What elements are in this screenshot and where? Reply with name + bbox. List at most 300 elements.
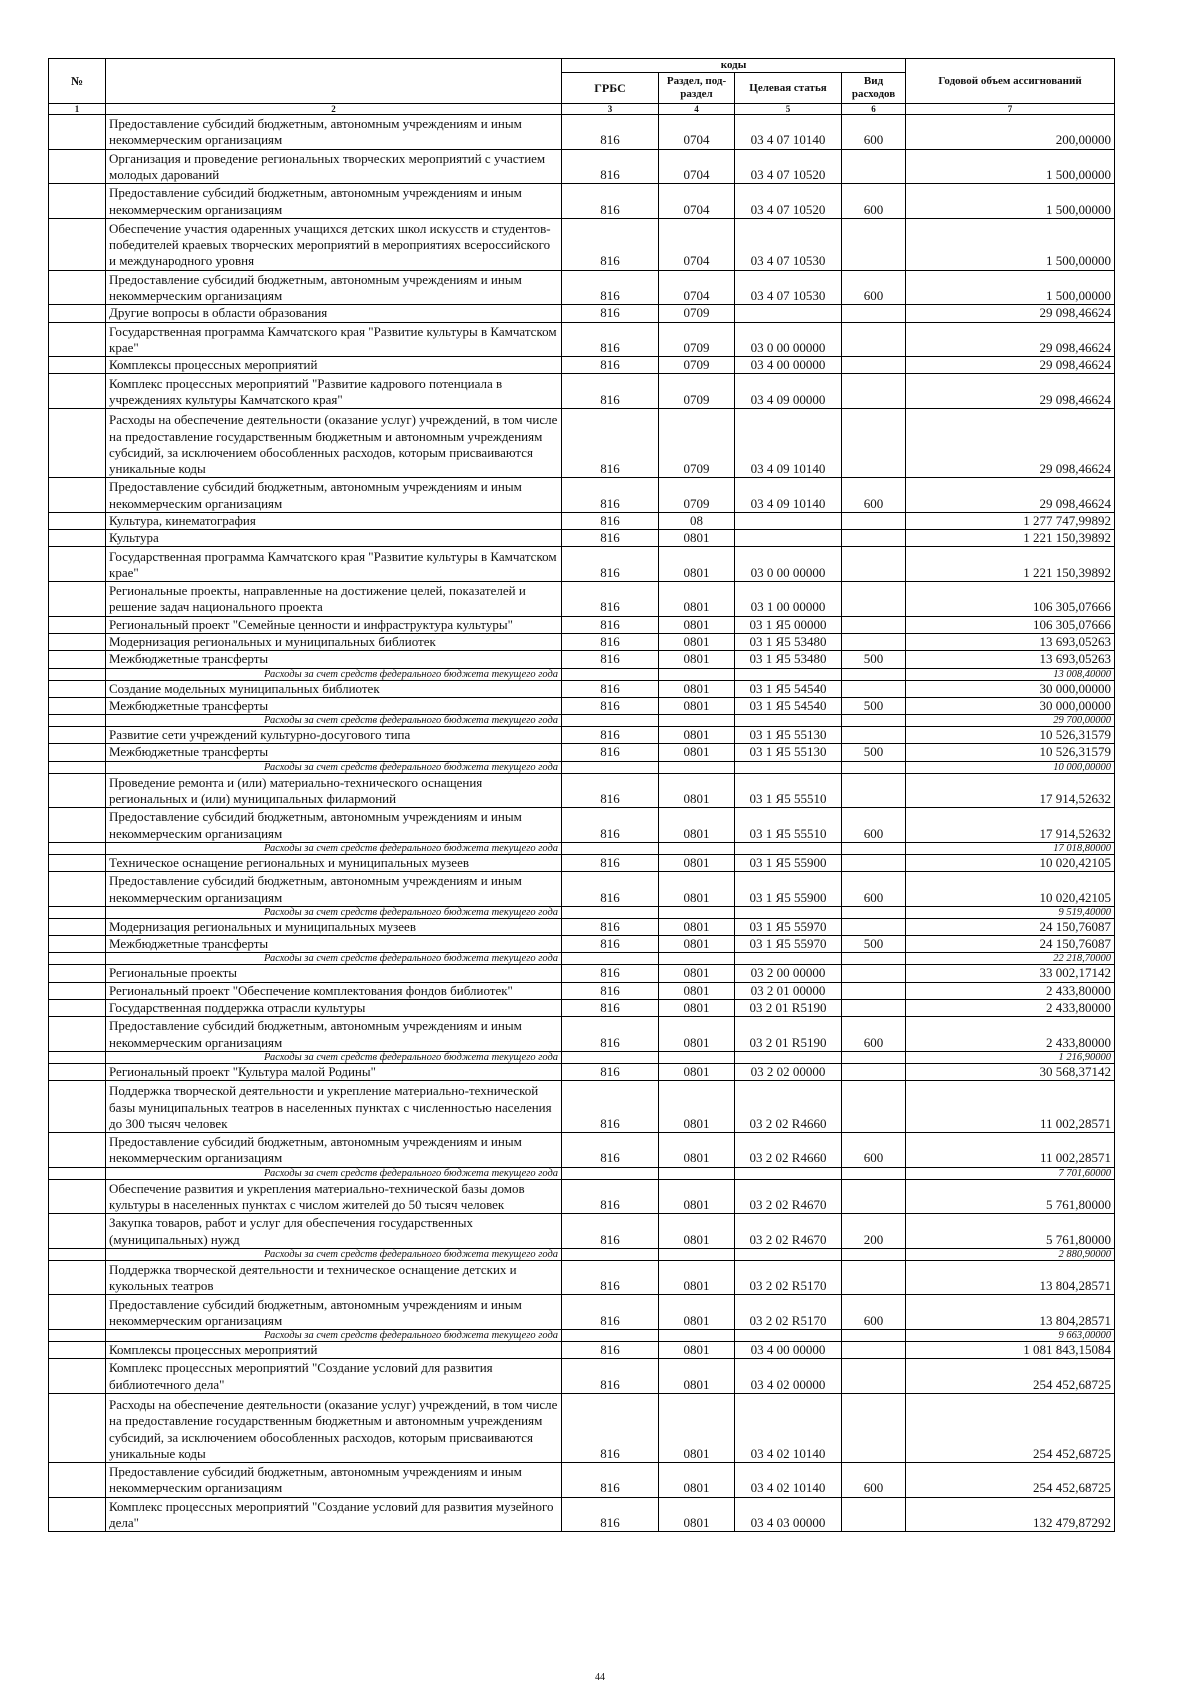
section-cell: 0801 — [659, 982, 735, 999]
kind-cell — [842, 680, 906, 697]
row-name: Государственная программа Камчатского края "Развитие культуры в Камчатском крае" — [106, 547, 562, 582]
target-cell: 03 4 09 10140 — [735, 478, 842, 513]
target-cell: 03 2 01 00000 — [735, 982, 842, 999]
kind-cell — [842, 149, 906, 184]
kind-cell — [842, 1342, 906, 1359]
section-cell: 0801 — [659, 1359, 735, 1394]
table-row — [49, 616, 1115, 633]
section-cell: 0709 — [659, 357, 735, 374]
target-cell: 03 1 Я5 55900 — [735, 854, 842, 871]
grbs-cell: 816 — [562, 808, 659, 843]
target-cell: 03 4 00 00000 — [735, 357, 842, 374]
grbs-cell: 816 — [562, 1359, 659, 1394]
grbs-cell: 816 — [562, 1214, 659, 1249]
target-cell — [735, 1167, 842, 1179]
row-no-cell — [49, 842, 106, 854]
section-cell: 0704 — [659, 270, 735, 305]
row-no-cell — [49, 1081, 106, 1133]
note-row — [49, 953, 1115, 965]
sum-cell: 11 002,28571 — [906, 1133, 1115, 1168]
budget-document — [48, 58, 1114, 1532]
kind-cell — [842, 854, 906, 871]
grbs-cell: 816 — [562, 374, 659, 409]
kind-cell — [842, 1260, 906, 1295]
row-no-cell — [49, 1260, 106, 1295]
row-no-cell — [49, 727, 106, 744]
kind-cell — [842, 1497, 906, 1532]
target-cell: 03 1 Я5 55510 — [735, 773, 842, 808]
row-name: Предоставление субсидий бюджетным, автономным учреждениям и иным некоммерческим организациям — [106, 1133, 562, 1168]
kind-cell: 500 — [842, 651, 906, 668]
section-cell: 0801 — [659, 773, 735, 808]
row-no-cell — [49, 1295, 106, 1330]
sum-cell: 254 452,68725 — [906, 1359, 1115, 1394]
section-cell — [659, 1248, 735, 1260]
section-cell — [659, 668, 735, 680]
target-cell: 03 1 Я5 54540 — [735, 680, 842, 697]
kind-cell — [842, 668, 906, 680]
grbs-cell — [562, 953, 659, 965]
row-name: Культура, кинематография — [106, 512, 562, 529]
row-no-cell — [49, 1248, 106, 1260]
grbs-cell — [562, 1330, 659, 1342]
sum-cell: 5 761,80000 — [906, 1214, 1115, 1249]
target-cell: 03 1 Я5 55970 — [735, 936, 842, 953]
section-cell: 0801 — [659, 530, 735, 547]
kind-cell — [842, 965, 906, 982]
sum-cell: 2 433,80000 — [906, 999, 1115, 1016]
row-name: Предоставление субсидий бюджетным, автономным учреждениям и иным некоммерческим организациям — [106, 270, 562, 305]
note-text: Расходы за счет средств федерального бюджета текущего года — [106, 715, 562, 727]
section-cell: 0801 — [659, 651, 735, 668]
sum-cell: 13 804,28571 — [906, 1295, 1115, 1330]
grbs-cell: 816 — [562, 582, 659, 617]
table-row — [49, 270, 1115, 305]
table-row — [49, 1497, 1115, 1532]
row-name: Поддержка творческой деятельности и укрепление материально-технической базы муниципальных театров в населенных пунктах с численностью населения до 300 тысяч человек — [106, 1081, 562, 1133]
row-name: Техническое оснащение региональных и муниципальных музеев — [106, 854, 562, 871]
target-cell — [735, 906, 842, 918]
kind-cell — [842, 999, 906, 1016]
grbs-cell: 816 — [562, 773, 659, 808]
section-cell: 0801 — [659, 1342, 735, 1359]
section-cell: 08 — [659, 512, 735, 529]
sum-cell: 29 098,46624 — [906, 357, 1115, 374]
section-cell: 0704 — [659, 149, 735, 184]
target-cell — [735, 512, 842, 529]
kind-cell: 600 — [842, 1133, 906, 1168]
note-sum: 2 880,90000 — [906, 1248, 1115, 1260]
table-row — [49, 697, 1115, 714]
row-name: Региональный проект "Обеспечение комплектования фондов библиотек" — [106, 982, 562, 999]
grbs-cell — [562, 715, 659, 727]
kind-cell: 600 — [842, 1295, 906, 1330]
grbs-cell: 816 — [562, 1017, 659, 1052]
kind-cell — [842, 1051, 906, 1063]
kind-cell — [842, 1063, 906, 1080]
target-cell: 03 1 00 00000 — [735, 582, 842, 617]
table-row — [49, 744, 1115, 761]
kind-cell — [842, 305, 906, 322]
row-no-cell — [49, 409, 106, 478]
budget-table — [48, 58, 1115, 1532]
row-name: Другие вопросы в области образования — [106, 305, 562, 322]
header-kind: Вид расходов — [842, 73, 906, 104]
row-name: Расходы на обеспечение деятельности (оказание услуг) учреждений, в том числе на предоставление государственным бюджетным и автономным учреждениям субсидий, за исключением обособленных расходов, которым присваиваются уникальные коды — [106, 409, 562, 478]
table-row — [49, 1463, 1115, 1498]
note-text: Расходы за счет средств федерального бюджета текущего года — [106, 761, 562, 773]
section-cell: 0801 — [659, 854, 735, 871]
row-no-cell — [49, 697, 106, 714]
grbs-cell: 816 — [562, 1179, 659, 1214]
table-row — [49, 1081, 1115, 1133]
grbs-cell: 816 — [562, 1497, 659, 1532]
kind-cell — [842, 1330, 906, 1342]
target-cell — [735, 1248, 842, 1260]
note-row — [49, 668, 1115, 680]
kind-cell: 500 — [842, 936, 906, 953]
note-text: Расходы за счет средств федерального бюджета текущего года — [106, 1051, 562, 1063]
row-no-cell — [49, 582, 106, 617]
section-cell: 0801 — [659, 1179, 735, 1214]
row-name: Региональный проект "Культура малой Родины" — [106, 1063, 562, 1080]
target-cell — [735, 1330, 842, 1342]
kind-cell: 600 — [842, 1017, 906, 1052]
kind-cell — [842, 1081, 906, 1133]
target-cell: 03 4 07 10530 — [735, 270, 842, 305]
sum-cell: 33 002,17142 — [906, 965, 1115, 982]
section-cell: 0704 — [659, 115, 735, 150]
section-cell: 0801 — [659, 918, 735, 935]
section-cell — [659, 906, 735, 918]
row-name: Закупка товаров, работ и услуг для обеспечения государственных (муниципальных) нужд — [106, 1214, 562, 1249]
grbs-cell: 816 — [562, 1063, 659, 1080]
target-cell: 03 2 02 00000 — [735, 1063, 842, 1080]
target-cell: 03 0 00 00000 — [735, 322, 842, 357]
note-sum: 17 018,80000 — [906, 842, 1115, 854]
row-name: Предоставление субсидий бюджетным, автономным учреждениям и иным некоммерческим организациям — [106, 872, 562, 907]
grbs-cell: 816 — [562, 918, 659, 935]
header-grbs: ГРБС — [562, 73, 659, 104]
section-cell: 0801 — [659, 1463, 735, 1498]
kind-cell: 500 — [842, 697, 906, 714]
sum-cell: 30 000,00000 — [906, 680, 1115, 697]
sum-cell: 10 526,31579 — [906, 744, 1115, 761]
target-cell: 03 4 09 10140 — [735, 409, 842, 478]
note-text: Расходы за счет средств федерального бюджета текущего года — [106, 953, 562, 965]
row-no-cell — [49, 965, 106, 982]
table-row — [49, 582, 1115, 617]
row-no-cell — [49, 149, 106, 184]
table-row — [49, 1260, 1115, 1295]
target-cell — [735, 1051, 842, 1063]
col-num-4: 4 — [659, 104, 735, 115]
section-cell — [659, 1051, 735, 1063]
target-cell: 03 1 Я5 00000 — [735, 616, 842, 633]
sum-cell: 1 500,00000 — [906, 218, 1115, 270]
grbs-cell — [562, 1167, 659, 1179]
row-no-cell — [49, 918, 106, 935]
row-name: Обеспечение участия одаренных учащихся детских школ искусств и студентов-победителей краевых творческих мероприятий в мероприятиях всероссийского и международного уровня — [106, 218, 562, 270]
target-cell: 03 1 Я5 55900 — [735, 872, 842, 907]
row-no-cell — [49, 1167, 106, 1179]
target-cell: 03 2 02 R5170 — [735, 1295, 842, 1330]
table-row — [49, 547, 1115, 582]
sum-cell: 13 693,05263 — [906, 633, 1115, 650]
row-name: Обеспечение развития и укрепления материально-технической базы домов культуры в населенных пунктах с числом жителей до 50 тысяч человек — [106, 1179, 562, 1214]
row-no-cell — [49, 668, 106, 680]
note-row — [49, 1248, 1115, 1260]
grbs-cell: 816 — [562, 478, 659, 513]
table-row — [49, 1063, 1115, 1080]
row-no-cell — [49, 1342, 106, 1359]
section-cell: 0801 — [659, 936, 735, 953]
kind-cell: 600 — [842, 872, 906, 907]
kind-cell — [842, 727, 906, 744]
row-no-cell — [49, 1051, 106, 1063]
target-cell: 03 2 01 R5190 — [735, 1017, 842, 1052]
grbs-cell — [562, 1051, 659, 1063]
sum-cell: 106 305,07666 — [906, 582, 1115, 617]
row-name: Предоставление субсидий бюджетным, автономным учреждениям и иным некоммерческим организациям — [106, 1017, 562, 1052]
grbs-cell: 816 — [562, 184, 659, 219]
note-row — [49, 906, 1115, 918]
table-row — [49, 727, 1115, 744]
target-cell: 03 2 02 R4660 — [735, 1133, 842, 1168]
col-num-2: 2 — [106, 104, 562, 115]
note-sum: 29 700,00000 — [906, 715, 1115, 727]
sum-cell: 106 305,07666 — [906, 616, 1115, 633]
kind-cell — [842, 1248, 906, 1260]
row-no-cell — [49, 1063, 106, 1080]
grbs-cell — [562, 1248, 659, 1260]
table-row — [49, 184, 1115, 219]
row-name: Поддержка творческой деятельности и техническое оснащение детских и кукольных театров — [106, 1260, 562, 1295]
table-row — [49, 1133, 1115, 1168]
row-no-cell — [49, 616, 106, 633]
target-cell: 03 4 02 10140 — [735, 1393, 842, 1462]
section-cell: 0801 — [659, 1017, 735, 1052]
grbs-cell: 816 — [562, 651, 659, 668]
note-row — [49, 1051, 1115, 1063]
sum-cell: 30 000,00000 — [906, 697, 1115, 714]
kind-cell: 600 — [842, 184, 906, 219]
target-cell: 03 2 01 R5190 — [735, 999, 842, 1016]
section-cell: 0801 — [659, 697, 735, 714]
page-number: 44 — [595, 1672, 605, 1683]
target-cell: 03 4 09 00000 — [735, 374, 842, 409]
note-sum: 1 216,90000 — [906, 1051, 1115, 1063]
sum-cell: 17 914,52632 — [906, 808, 1115, 843]
kind-cell — [842, 409, 906, 478]
col-num-1: 1 — [49, 104, 106, 115]
sum-cell: 1 500,00000 — [906, 149, 1115, 184]
sum-cell: 5 761,80000 — [906, 1179, 1115, 1214]
table-row — [49, 409, 1115, 478]
sum-cell: 1 500,00000 — [906, 184, 1115, 219]
grbs-cell: 816 — [562, 305, 659, 322]
col-num-6: 6 — [842, 104, 906, 115]
target-cell: 03 4 00 00000 — [735, 1342, 842, 1359]
note-sum: 9 663,00000 — [906, 1330, 1115, 1342]
kind-cell — [842, 530, 906, 547]
section-cell: 0801 — [659, 1133, 735, 1168]
kind-cell — [842, 633, 906, 650]
table-row — [49, 936, 1115, 953]
target-cell: 03 1 Я5 54540 — [735, 697, 842, 714]
table-row — [49, 773, 1115, 808]
section-cell: 0801 — [659, 1393, 735, 1462]
row-no-cell — [49, 1359, 106, 1394]
grbs-cell: 816 — [562, 409, 659, 478]
sum-cell: 24 150,76087 — [906, 918, 1115, 935]
row-no-cell — [49, 218, 106, 270]
target-cell: 03 4 07 10520 — [735, 184, 842, 219]
row-name: Предоставление субсидий бюджетным, автономным учреждениям и иным некоммерческим организациям — [106, 478, 562, 513]
kind-cell: 600 — [842, 115, 906, 150]
sum-cell: 29 098,46624 — [906, 478, 1115, 513]
row-no-cell — [49, 322, 106, 357]
note-sum: 9 519,40000 — [906, 906, 1115, 918]
row-no-cell — [49, 512, 106, 529]
table-row — [49, 1295, 1115, 1330]
header-target: Целевая статья — [735, 73, 842, 104]
target-cell: 03 4 07 10530 — [735, 218, 842, 270]
sum-cell: 29 098,46624 — [906, 409, 1115, 478]
grbs-cell: 816 — [562, 357, 659, 374]
row-name: Комплексы процессных мероприятий — [106, 357, 562, 374]
row-no-cell — [49, 854, 106, 871]
section-cell: 0801 — [659, 744, 735, 761]
note-row — [49, 1167, 1115, 1179]
header-codes: коды — [562, 59, 906, 73]
table-row — [49, 374, 1115, 409]
kind-cell — [842, 218, 906, 270]
kind-cell — [842, 1167, 906, 1179]
table-row — [49, 982, 1115, 999]
row-no-cell — [49, 773, 106, 808]
row-name: Модернизация региональных и муниципальных библиотек — [106, 633, 562, 650]
section-cell — [659, 1330, 735, 1342]
kind-cell — [842, 1359, 906, 1394]
section-cell — [659, 715, 735, 727]
target-cell: 03 1 Я5 55970 — [735, 918, 842, 935]
target-cell: 03 1 Я5 55130 — [735, 727, 842, 744]
section-cell: 0709 — [659, 409, 735, 478]
row-name: Государственная поддержка отрасли культуры — [106, 999, 562, 1016]
table-row — [49, 1393, 1115, 1462]
row-name: Межбюджетные трансферты — [106, 651, 562, 668]
grbs-cell: 816 — [562, 872, 659, 907]
target-cell: 03 1 Я5 55510 — [735, 808, 842, 843]
row-no-cell — [49, 1393, 106, 1462]
kind-cell: 600 — [842, 1463, 906, 1498]
target-cell: 03 2 02 R4670 — [735, 1214, 842, 1249]
row-no-cell — [49, 305, 106, 322]
row-no-cell — [49, 872, 106, 907]
table-row — [49, 1179, 1115, 1214]
row-name: Комплекс процессных мероприятий "Создание условий для развития библиотечного дела" — [106, 1359, 562, 1394]
row-no-cell — [49, 1017, 106, 1052]
sum-cell: 29 098,46624 — [906, 374, 1115, 409]
row-no-cell — [49, 1497, 106, 1532]
note-text: Расходы за счет средств федерального бюджета текущего года — [106, 906, 562, 918]
sum-cell: 1 277 747,99892 — [906, 512, 1115, 529]
kind-cell — [842, 357, 906, 374]
section-cell: 0801 — [659, 1260, 735, 1295]
col-num-5: 5 — [735, 104, 842, 115]
grbs-cell: 816 — [562, 1260, 659, 1295]
target-cell: 03 2 00 00000 — [735, 965, 842, 982]
row-no-cell — [49, 999, 106, 1016]
row-name: Комплексы процессных мероприятий — [106, 1342, 562, 1359]
table-row — [49, 1342, 1115, 1359]
grbs-cell: 816 — [562, 530, 659, 547]
row-no-cell — [49, 953, 106, 965]
note-row — [49, 1330, 1115, 1342]
sum-cell: 254 452,68725 — [906, 1463, 1115, 1498]
row-name: Модернизация региональных и муниципальных музеев — [106, 918, 562, 935]
table-body — [49, 115, 1115, 1532]
grbs-cell — [562, 761, 659, 773]
row-name: Региональные проекты, направленные на достижение целей, показателей и решение задач национального проекта — [106, 582, 562, 617]
row-no-cell — [49, 530, 106, 547]
grbs-cell: 816 — [562, 616, 659, 633]
row-name: Предоставление субсидий бюджетным, автономным учреждениям и иным некоммерческим организациям — [106, 1463, 562, 1498]
row-name: Проведение ремонта и (или) материально-технического оснащения региональных и (или) муниципальных филармоний — [106, 773, 562, 808]
row-name: Организация и проведение региональных творческих мероприятий с участием молодых дарований — [106, 149, 562, 184]
row-no-cell — [49, 680, 106, 697]
row-no-cell — [49, 982, 106, 999]
row-no-cell — [49, 115, 106, 150]
section-cell: 0709 — [659, 305, 735, 322]
table-row — [49, 218, 1115, 270]
row-no-cell — [49, 1179, 106, 1214]
table-row — [49, 651, 1115, 668]
grbs-cell: 816 — [562, 680, 659, 697]
sum-cell: 2 433,80000 — [906, 982, 1115, 999]
table-row — [49, 478, 1115, 513]
note-sum: 22 218,70000 — [906, 953, 1115, 965]
table-row — [49, 680, 1115, 697]
target-cell — [735, 842, 842, 854]
grbs-cell: 816 — [562, 1295, 659, 1330]
row-no-cell — [49, 744, 106, 761]
section-cell: 0801 — [659, 547, 735, 582]
section-cell: 0709 — [659, 478, 735, 513]
table-row — [49, 918, 1115, 935]
table-header — [49, 59, 1115, 115]
target-cell: 03 4 02 10140 — [735, 1463, 842, 1498]
grbs-cell: 816 — [562, 512, 659, 529]
header-no: № — [49, 59, 106, 104]
kind-cell — [842, 582, 906, 617]
grbs-cell: 816 — [562, 982, 659, 999]
grbs-cell: 816 — [562, 1342, 659, 1359]
kind-cell — [842, 1179, 906, 1214]
sum-cell: 11 002,28571 — [906, 1081, 1115, 1133]
sum-cell: 1 500,00000 — [906, 270, 1115, 305]
section-cell: 0801 — [659, 1081, 735, 1133]
section-cell: 0801 — [659, 633, 735, 650]
row-no-cell — [49, 906, 106, 918]
grbs-cell — [562, 668, 659, 680]
sum-cell: 10 020,42105 — [906, 872, 1115, 907]
sum-cell: 2 433,80000 — [906, 1017, 1115, 1052]
sum-cell: 254 452,68725 — [906, 1393, 1115, 1462]
header-name — [106, 59, 562, 104]
row-no-cell — [49, 270, 106, 305]
